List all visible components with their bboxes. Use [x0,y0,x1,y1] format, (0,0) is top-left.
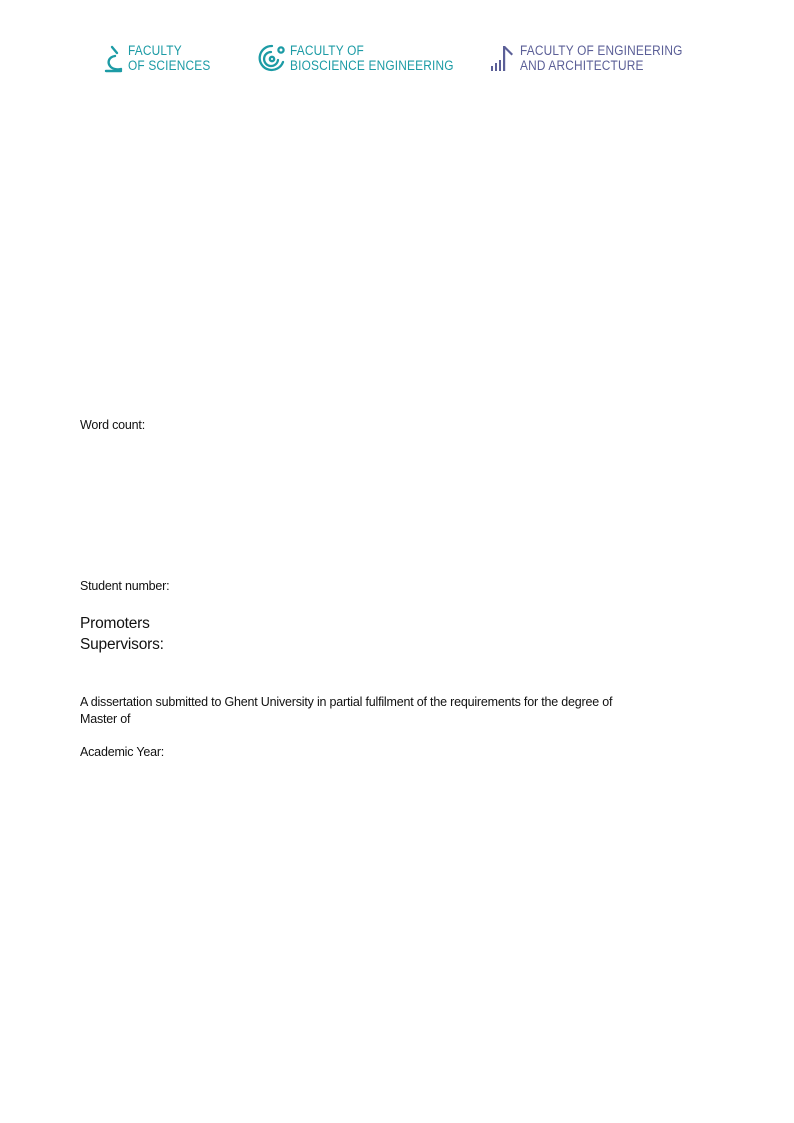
faculty-of-bioscience-logo [258,43,476,73]
promoters-block [80,613,164,655]
logo-bioscience-line1: FACULTY OF [290,43,364,58]
dissertation-statement [80,694,680,728]
faculty-of-sciences-logo [103,43,222,73]
cell-icon [258,43,286,73]
word-count-label: Word count: [80,418,145,432]
dissertation-line-2: Master of [80,712,131,726]
academic-year-label: Academic Year: [80,745,165,759]
faculty-of-engineering-logo [490,42,705,74]
promoters-label: Promoters [80,615,150,632]
logo-bioscience-line2: BIOSCIENCE ENGINEERING [290,58,454,73]
logo-engineering-line2: AND ARCHITECTURE [520,58,644,73]
building-bars-icon [490,42,516,74]
dissertation-line-1: A dissertation submitted to Ghent University in partial fulfilment of the requirements for the degree of [80,695,613,709]
microscope-icon [103,43,123,73]
logo-engineering-line1: FACULTY OF ENGINEERING [520,43,683,58]
logo-sciences-line2: OF SCIENCES [128,58,211,73]
logo-sciences-line1: FACULTY [128,43,182,58]
supervisors-label: Supervisors: [80,636,164,653]
student-number-label: Student number: [80,579,170,593]
